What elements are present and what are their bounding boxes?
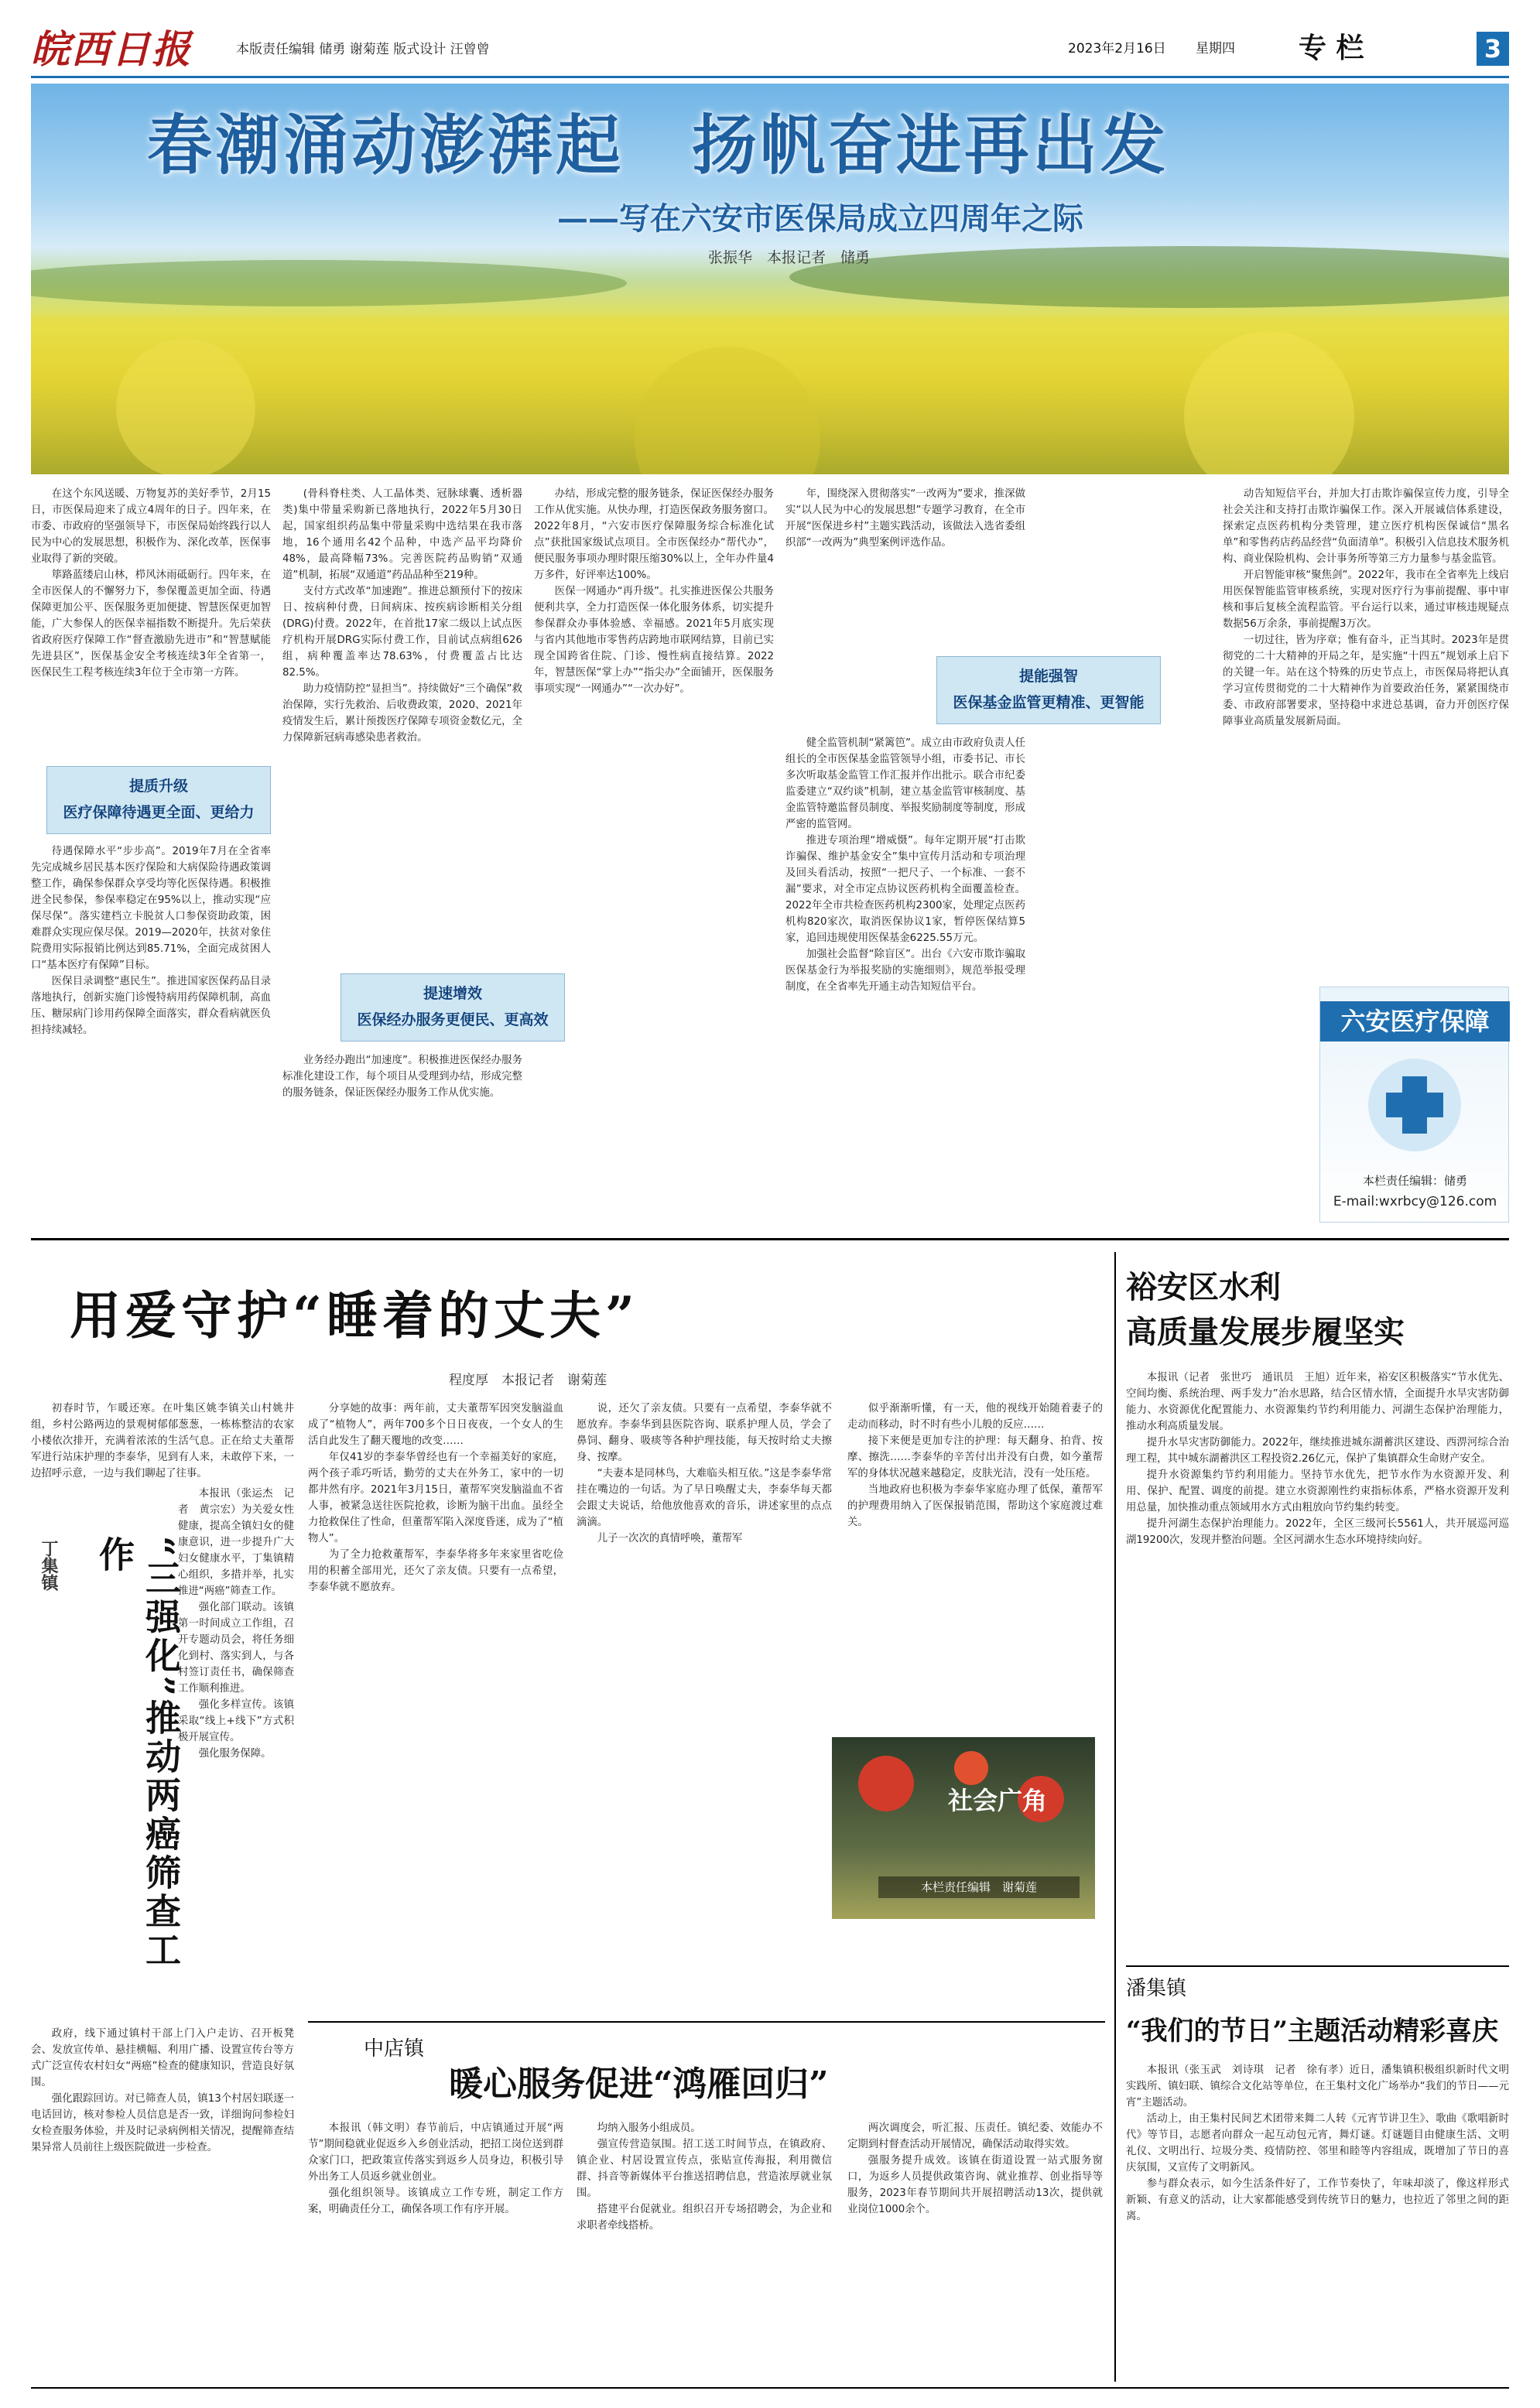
page-bottom-rule [31, 2387, 1509, 2389]
section-name: 专 栏 [1299, 32, 1364, 64]
story5-title: 裕安区水利 高质量发展步履坚实 [1126, 1269, 1405, 1350]
story2-col-4: 似乎渐渐听懂，有一天，他的视线开始随着妻子的走动而移动，时不时有些小儿般的反应…… 接下来便是更加专注的护理：每天翻身、拍背、按摩、擦洗……李泰华的辛苦付出并没有白费，如今董帮军的身体状况越来越稳定，皮肤光洁，没有一处压疮。 当地政府也积极为李泰华家庭办理了低保，董帮军的护理费用纳入了医保报销范围，帮助这个家庭渡过难关。 [847, 1403, 1103, 1528]
story2-col-2: 分享她的故事：两年前，丈夫董帮军因突发脑溢血成了“植物人”，两年700多个日日夜夜，一个女人的生活自此发生了翻天覆地的改变…… 年仅41岁的李泰华曾经也有一个幸福美好的家庭，两个孩子乖巧听话，勤劳的丈夫在外务工，家中的一切都井然有序。2021年3月15日，董帮军突发脑溢血不省人事，被紧急送往医院抢救，诊断为脑干出血。虽经全力抢救保住了性命，但董帮军陷入深度昏迷，成为了“植物人”。 为了全力抢救董帮军，李泰华将多年来家里省吃俭用的积蓄全部用光，还欠了亲友债。只要有一点希望，李泰华就不愿放弃。 [308, 1403, 563, 1593]
story6-tag: 潘集镇 [1126, 1977, 1187, 2000]
story6-title: “我们的节日”主题活动精彩喜庆 [1126, 2016, 1499, 2047]
lead-subhead-3: 提能强智 医保基金监管更精准、更智能 [936, 656, 1161, 724]
story4-col-1: 本报讯（韩文明）春节前后，中店镇通过开展“两节”期间稳就业促返乡入乡创业活动，把招工岗位送到群众家门口，把政策宣传落实到返乡人员身边，积极引导外出务工人员返乡就业创业。 强化组织领导。该镇成立工作专班，制定工作方案，明确责任分工，确保各项工作有序开展。 [308, 2122, 563, 2215]
story6-rule [1126, 1965, 1509, 1967]
medical-care-icon [1320, 1049, 1510, 1165]
lead-col-5: 动告知短信平台，并加大打击欺诈骗保宣传力度，引导全社会关注和支持打击欺诈骗保工作。深入开展诚信体系建设，探索定点医药机构分类管理，建立医疗机构医保诚信“黑名单”和零售药店药品经营“负面清单”。积极引入信息技术服务机构、商业保险机构、会计事务所等第三方力量参与基金监管。 开启智能审核“聚焦剑”。2022年，我市在全省率先上线启用医保智能监管审核系统，实现对医疗行为事前提醒、事中审核和事后复核全流程监管。平台运行以来，通过审核违规疑点数据56万余条，事前提醒3万次。 一切过往，皆为序章；惟有奋斗，正当其时。2023年是贯彻党的二十大精神的开局之年，是实施“十四五”规划承上启下的关键一年。站在这个特殊的历史节点上，市医保局将把认真学习宣传贯彻党的二十大精神作为首要政治任务，紧紧围绕市委、市政府部署要求，坚持稳中求进总基调，奋力开创医疗保障事业高质量发展新局面。 [1223, 488, 1509, 727]
paper-name: 皖西日报 [31, 26, 192, 72]
editors-line: 本版责任编辑 储勇 谢菊莲 版式设计 汪曾曾 [236, 42, 490, 57]
story2-byline: 程度厚 本报记者 谢菊莲 [449, 1373, 607, 1388]
lead-byline: 张振华 本报记者 储勇 [708, 249, 871, 266]
story6-text: 本报讯（张玉武 刘诗琪 记者 徐有孝）近日，潘集镇积极组织新时代文明实践所、镇妇联、镇综合文化站等单位，在王集村文化广场举办“我们的节日——元宵”主题活动。 活动上，由王集村民间艺术团带来舞二人转《元宵节讲卫生》、歌曲《歌唱新时代》等节目，志愿者向群众一起互动包元宵，舞灯谜。灯谜题目由健康生活、文明礼仪、文明出行、垃圾分类、疫情防控、邻里和睦等内容组成，既增加了节日的喜庆氛围，又宣传了文明新风。 参与群众表示，如今生活条件好了，工作节奏快了，年味却淡了，像这样形式新颖、有意义的活动，让大家都能感受到传统节日的魅力，也拉近了邻里之间的距离。 [1126, 2064, 1509, 2222]
lead-col-4: 年，围绕深入贯彻落实“一改两为”要求，推深做实“以人民为中心的发展思想”专题学习教育，在全市开展“医保进乡村”主题实践活动，该做法入选省委组织部“一改两为”典型案例评选作品。 [785, 488, 1025, 549]
social-badge [832, 1737, 1095, 1919]
story4-tag: 中店镇 [364, 2037, 425, 2061]
story5-text: 本报讯（记者 张世巧 通讯员 王旭）近年来，裕安区积极落实“节水优先、空间均衡、系统治理、两手发力”治水思路，结合区情水情，全面提升水旱灾害防御能力、水资源优化配置能力、水资源集约节约利用能力、河湖生态保护治理能力，推动水利高质量发展。 提升水旱灾害防御能力。2022年，继续推进城东湖蓄洪区建设、西淠河综合治理工程，其中城东湖蓄洪区工程投资2.26亿元，保护了集镇群众生命财产安全。 提升水资源集约节约利用能力。坚持节水优先，把节水作为水资源开发、利用、保护、配置、调度的前提。建立水资源刚性约束指标体系，严格水资源开发利用总量，加快推动重点领域用水方式由粗放向节约集约转变。 提升河湖生态保护治理能力。2022年，全区三级河长5561人，共开展巡河巡湖19200次，发现并整治问题。全区河湖水生态水环境持续向好。 [1126, 1372, 1509, 1546]
social-badge-title: 社会广角 [948, 1786, 1048, 1815]
column-badge-editor: 本栏责任编辑：储勇 [1362, 1174, 1467, 1188]
lead-photo [31, 84, 1509, 474]
issue-weekday: 星期四 [1196, 41, 1235, 56]
story3-tag: 丁集镇 [39, 1540, 59, 1591]
column-badge-title: 六安医疗保障 [1320, 1001, 1510, 1042]
page-number: 3 [1477, 32, 1509, 66]
lead-col-3: 办结，形成完整的服务链条，保证医保经办服务工作从优实施。从快办理，打造医保政务服务窗口。2022年8月，“六安市医疗保障服务综合标准化试点”获批国家级试点项目。全市医保经办“帮代办”，便民服务事项办理时限压缩30%以上，全年办件量4万多件，好评率达100%。 医保一网通办“再升级”。扎实推进医保公共服务便利共享，全力打造医保一体化服务体系，切实提升参保群众办事体验感、幸福感。2021年5月底实现与省内其他地市零售药店跨地市联网结算，目前已实现全国跨省住院、门诊、慢性病直接结算。2022年，智慧医保“掌上办”“指尖办”全面铺开，医保服务事项实现“一网通办”“一次办好”。 [534, 488, 774, 695]
story4-col-2: 均纳入服务小组成员。 强宣传营造氛围。招工送工时间节点，在镇政府、镇企业、村居设置宣传点，张贴宣传海报，利用微信群、抖音等新媒体平台推送招聘信息，营造浓厚就业氛围。 搭建平台促就业。组织召开专场招聘会，为企业和求职者牵线搭桥。 [577, 2122, 832, 2232]
section-divider-1 [31, 1238, 1509, 1240]
social-badge-editor: 本栏责任编辑 谢菊莲 [878, 1876, 1080, 1898]
lead-subhead-2: 提速增效 医保经办服务更便民、更高效 [341, 973, 565, 1042]
masthead [31, 27, 1509, 72]
lead-title: 春潮涌动澎湃起 扬帆奋进再出发 [147, 107, 1169, 183]
story2-col-3: 说，还欠了亲友债。只要有一点希望，李泰华就不愿放弃。李泰华到县医院咨询、联系护理人员，学会了鼻饲、翻身、吸痰等各种护理技能，每天按时给丈夫擦身、按摩。 “夫妻本是同林鸟，大难临头相互依。”这是李泰华常挂在嘴边的一句话。为了早日唤醒丈夫，李泰华每天都会跟丈夫说话，给他放他喜欢的音乐，讲述家里的点点滴滴。 儿子一次次的真情呼唤，董帮军 [577, 1403, 832, 1544]
lead-subhead-1: 提质升级 医疗保障待遇更全面、更给力 [46, 766, 271, 834]
story4-col-3: 两次调度会，听汇报、压责任。镇纪委、效能办不定期到村督查活动开展情况，确保活动取得实效。 强服务提升成效。该镇在街道设置一站式服务窗口，为返乡人员提供政策咨询、就业推荐、创业指导等服务，2023年春节期间共开展招聘活动13次，提供就业岗位1000余个。 [847, 2122, 1103, 2215]
story3-col-2: 政府，线下通过镇村干部上门入户走访、召开板凳会、发放宣传单、悬挂横幅、利用广播、设置宣传台等方式广泛宣传农村妇女“两癌”检查的健康知识，营造良好氛围。 强化跟踪回访。对已筛查人员，镇13个村居妇联逐一电话回访，核对参检人员信息是否一致，详细询问参检妇女检查服务体验，并及时记录病例相关情况，提醒筛查结果异常人员前往上级医院做进一步检查。 [31, 2028, 294, 2153]
masthead-rule [31, 76, 1509, 78]
lead-col-2b: 业务经办跑出“加速度”。积极推进医保经办服务标准化建设工作，每个项目从受理到办结，形成完整的服务链条，保证医保经办服务工作从优实施。 [282, 1055, 522, 1099]
column-badge [1319, 987, 1509, 1223]
column-badge-email: E-mail:wxrbcy@126.com [1333, 1194, 1497, 1209]
lead-col-2: (骨科脊柱类、人工晶体类、冠脉球囊、透析器类)集中带量采购新已落地执行，2022年5月30日起，国家组织药品集中带量采购中选结果在我市落地，16个通用名42个品种，中选产品平均降价48%，最高降幅73%。完善医院药品购销“双通道”机制，拓展“双通道”药品品种至219种。 支付方式改革“加速跑”。推进总额预付下的按床日、按病种付费，日间病床、按疾病诊断相关分组(DRG)付费。2022年，在首批17家二级以上试点医疗机构开展DRG实际付费工作，目前试点病组626组，病种覆盖率达78.63%，付费覆盖占比达82.5%。 助力疫情防控“显担当”。持续做好“三个确保”救治保障，实行先救治、后收费政策，2020、2021年疫情发生后，累计预拨医疗保障专项资金数亿元，全力保障新冠病毒感染患者救治。 [282, 488, 522, 744]
lead-col-1b: 待遇保障水平“步步高”。2019年7月在全省率先完成城乡居民基本医疗保险和大病保险待遇政策调整工作，确保参保群众享受均等化医保待遇。积极推进全民参保，参保率稳定在95%以上，推动实现“应保尽保”。落实建档立卡脱贫人口参保资助政策，困难群众实现应保尽保。2019—2020年，扶贫对象住院费用实际报销比例达到85.71%，全面完成贫困人口“基本医疗有保障”目标。 医保目录调整“惠民生”。推进国家医保药品目录落地执行，创新实施门诊慢特病用药保障机制，高血压、糖尿病门诊用药保障全面落实，群众看病就医负担持续减轻。 [31, 846, 271, 1036]
right-column-rule [1114, 1252, 1116, 2382]
lead-subtitle: ——写在六安市医保局成立四周年之际 [557, 200, 1083, 237]
lead-col-1: 在这个东风送暖、万物复苏的美好季节，2月15日，市医保局迎来了成立4周年的日子。四年来，在市委、市政府的坚强领导下，市医保局始终践行以人民为中心的发展思想，积极作为、深化改革，医保事业取得了新的突破。 筚路蓝缕启山林，栉风沐雨砥砺行。四年来，在全市医保人的不懈努力下，参保覆盖更加全面、待遇保障更加公平、医保服务更加便捷、智慧医保更加智能，广大参保人的医保幸福指数不断提升。先后荣获省政府医疗保障工作“督查激励先进市”和“智慧赋能先进县区”，医保基金安全考核连续3年全省第一，医保民生工程考核连续3年位于全市第一方阵。 [31, 488, 271, 679]
story2-title: 用爱守护“睡着的丈夫” [70, 1285, 639, 1346]
lead-col-4b: 健全监管机制“紧篱笆”。成立由市政府负责人任组长的全市医保基金监管领导小组，市委书记、市长多次听取基金监管工作汇报并作出批示。联合市纪委监委建立“双约谈”机制，建立基金监管审核制度、基金监管特邀监督员制度、举报奖励制度等制度，形成严密的监管网。 推进专项治理“增威慑”。每年定期开展“打击欺诈骗保、维护基金安全”集中宣传月活动和专项治理及回头看活动，按照“一把尺子、一个标准、一套不漏”要求，对全市定点协议医药机构全面覆盖检查。2022年全市共检查医药机构2300家，处理定点医药机构820家次，取消医保协议1家，暂停医保结算5家，追回违规使用医保基金6225.55万元。 加强社会监督“除盲区”。出台《六安市欺诈骗取医保基金行为举报奖励的实施细则》，规范举报受理制度，在全省率先开通主动告知短信平台。 [785, 737, 1025, 993]
issue-date: 2023年2月16日 [1068, 41, 1166, 56]
story4-rule [308, 2021, 1105, 2023]
story3-col-1: 本报讯（张运杰 记者 黄宗宏）为关爱女性健康，提高全镇妇女的健康意识，进一步提升广大妇女健康水平，丁集镇精心组织，多措并举，扎实推进“两癌”筛查工作。 强化部门联动。该镇第一时间成立工作组，召开专题动员会，将任务细化到村、落实到人，与各村签订责任书，确保筛查工作顺利推进。 强化多样宣传。该镇采取“线上+线下”方式积极开展宣传。 强化服务保障。 [178, 1488, 294, 1760]
story2-col-1: 初春时节，乍暖还寒。在叶集区姚李镇关山村姚井组，乡村公路两边的景观树郁郁葱葱，一栋栋整洁的农家小楼依次排开，充满着浓浓的生活气息。正在给丈夫董帮军进行站床护理的李泰华，见到有人来，未敢停下来，一边招呼示意，一边与我们聊起了往事。 [31, 1403, 294, 1479]
story4-title: 暖心服务促进“鸿雁回归” [449, 2064, 829, 2104]
story3-title: “三强化”推动两癌筛查工作 [94, 1536, 182, 1970]
